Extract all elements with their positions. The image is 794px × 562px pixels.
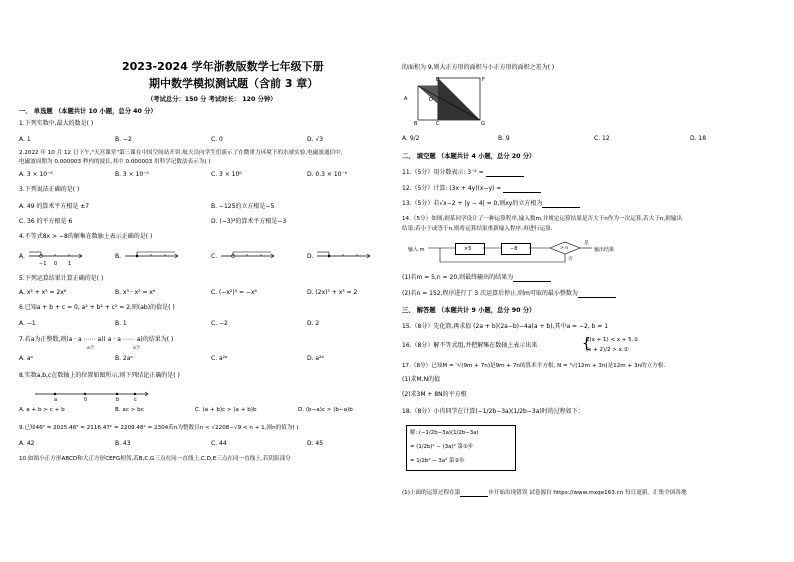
fig-label-b: B (414, 121, 418, 127)
q4-option-d: D. (307, 253, 314, 260)
q7-option-d: D. a²ᵃ (307, 355, 324, 362)
q18-part1-blank[interactable] (460, 490, 488, 497)
fig-label-g: G (481, 121, 485, 127)
section2-heading: 二、 填空题 （本题共计 4 小题，总分 20 分） (402, 153, 536, 160)
q14-part2: (2)若n = 152,程序进行了 3 次运算后停止,则m可取的最小整数为 (402, 290, 616, 298)
fig-label-d: D (429, 97, 433, 103)
fig-label-e: E (436, 77, 440, 83)
q18-work-line1: 解: (−1/2b−3a)(1/2b−3a) (410, 430, 479, 436)
q3-option-d: D. (−3)²的算术平方根是−3 (211, 218, 287, 225)
q7-option-c: C. a²ᵃ (211, 355, 228, 362)
q16-inequality2: (x + 2)/2 > x.② (586, 347, 629, 353)
q12-stem: 12.（5分）计算: (3x + 4y)(x−y) = (402, 185, 541, 193)
q13-answer-blank[interactable] (542, 201, 580, 208)
q9-option-d: D. 45 (307, 440, 324, 447)
q9-option-b: B. 43 (115, 440, 131, 447)
q2-option-d: D. 0.3 × 10⁻⁶ (307, 171, 348, 178)
q16-brace: { (582, 336, 591, 352)
q17-part1: (1)求M,N的值 (402, 376, 441, 383)
q3-option-c: C. 36 的平方根是 6 (19, 218, 73, 225)
q17-part2: (2)求3M + 8N的平方根 (402, 391, 467, 398)
q6-option-b: B. 1 (115, 320, 127, 327)
q1-option-d: D. √3 (307, 136, 324, 143)
q17-stem: 17.（8分）已知M = ⁿ√(9m + 7n)是9m + 7n的算术平方根, N = ³√(12m + 3n)是12m + 3n的立方根. (402, 363, 666, 369)
fig-label-a: A (404, 96, 408, 102)
q8-stem: 8.实数a,b,c在数轴上的位置如图所示,则下列结论正确的是( ) (19, 372, 180, 379)
q4-number-line-d (317, 248, 377, 268)
fig-label-f: F (482, 77, 485, 83)
q7-stem: 7.若a为正整数,则(a · a ⋯⋯ a)( a · a ⋯⋯ a)的结果为( ) (19, 336, 174, 343)
q7-underbrace1: a个 (87, 346, 95, 351)
q4-tick-1: 1 (68, 261, 72, 267)
q3-option-b: B. −125的立方根是−5 (211, 203, 275, 210)
flow-output: 输出结果 (594, 247, 615, 253)
q9-option-a: A. 42 (19, 440, 35, 447)
q2-option-c: C. 3 × 10⁶ (211, 171, 242, 178)
flow-times5-label: ×5 (464, 246, 472, 252)
q6-option-c: C. −2 (211, 320, 228, 327)
q8-label-c: c (134, 397, 137, 403)
q9-stem: 9.已知46² = 2025.46² = 2116.47² = 2209.48² = 2304若n为整数且n < √2208−√9 < n + 1,则n的值为( ) (19, 425, 299, 431)
q14-part2-blank[interactable] (578, 291, 616, 298)
q16-inequality1: 2(x + 1) < x + 5.① (586, 337, 639, 343)
q5-stem: 5.下列运算结果计算正确的是( ) (19, 275, 104, 282)
fig-label-c: C (436, 121, 440, 127)
q14-stem-line2: 结果;若小于或等于n,则将运算结果重新输入程序,再进行运算. (402, 226, 553, 232)
q10-option-a: A. 9/2 (402, 135, 420, 142)
q14-part1: (1)若m = 5,n = 20,则最终输出的结果为 (402, 274, 551, 282)
q4-stem: 4.不等式8x > −8的解集在数轴上表示正确的是( ) (19, 233, 153, 240)
q10-stem: 10.如图小正方形ABCD和大正方形CEFG相邻,若B,C,G三点在同一直线上,C,D,E三点在同一直线上,若阴影部分 (19, 456, 291, 462)
q4-option-b: B. (115, 253, 122, 260)
q1-option-b: B. −2 (115, 136, 132, 143)
q18-work-line2: = (1/2b)² − (3a)² 第①步 (410, 444, 474, 450)
q5-option-b: B. x³ · x² = x⁶ (115, 289, 156, 296)
q14-stem-line1: 14.（5分）如图,则某同学设计了一种运算程序,输入数m,并规定运算结果是否大于n作为一次运算,若大于n,则输出 (402, 216, 683, 222)
q7-underbrace2: a个 (133, 346, 141, 351)
q4-number-line-b (125, 248, 185, 268)
q18-part1: (1)上面的运算过程在第 步开始出现错误 试卷源自 https://www.mxqe163.cn 每日更新。汇集全国各地 (402, 490, 687, 496)
q6-stem: 6.已知a + b + c = 0, a² + b² + c² = 2,则(ab)的值是( ) (19, 304, 175, 311)
flow-no: 否 (568, 257, 573, 262)
q9-option-c: C. 44 (211, 440, 227, 447)
q2-stem-line2: 电磁波周期为 0.000003 秒内的波长,其中 0.000003 用科学记数法表示为( ) (19, 159, 211, 165)
q5-option-c: C. (−x²)³ = −x⁶ (211, 289, 257, 296)
q6-option-d: D. 2 (307, 320, 320, 327)
q11-stem: 11.（5分）用分数表示: 3⁻² = (402, 169, 524, 177)
q8-option-c: C. (a + b)c > (a + b)b (195, 407, 257, 413)
q4-tick-0: 0 (54, 261, 58, 267)
q13-stem: 13.（5分）若√x−2 + |y − 4| = 0,则xy的立方根为 (402, 200, 580, 208)
q10-option-d: D. 18 (690, 135, 707, 142)
q1-option-c: C. 0 (211, 136, 223, 143)
q8-option-b: B. ac > bc (115, 407, 144, 413)
q4-number-line-c (221, 248, 281, 268)
exam-info: （考试总分：150 分 考试时长： 120 分钟） (147, 96, 277, 103)
q7-option-b: B. 2aᵃ (115, 355, 133, 362)
q4-number-line-a (29, 248, 89, 268)
flow-condition: > n (560, 246, 569, 251)
q10-option-b: B. 9 (498, 135, 510, 142)
q8-number-line (35, 388, 155, 404)
q15-stem: 15.（8分）先化简,再求值 (2a + b)(2a−b)−4a(a + b),其中a = −2, b = 1 (402, 323, 609, 330)
q8-label-b: b (116, 397, 120, 403)
q18-stem: 18.（8分）小冉同学在计算(−1/2b−3a)(1/2b−3a)时的过程如下： (402, 408, 584, 415)
q8-label-0: 0 (84, 397, 88, 403)
q2-option-a: A. 3 × 10⁻⁶ (19, 171, 53, 178)
q5-option-a: A. x² + x³ = 2x⁶ (19, 289, 67, 296)
q8-label-a: a (54, 397, 58, 403)
flow-yes: 是 (584, 241, 589, 246)
q7-option-a: A. aᵃ (19, 355, 33, 362)
flow-minus8-label: −8 (510, 246, 518, 252)
q16-stem: 16.（8分）解不等式组,并把解集在数轴上表示出来 (402, 342, 538, 349)
q3-option-a: A. 49 的算术平方根是 ±7 (19, 203, 90, 210)
q1-stem: 1.下列实数中,最大的数是( ) (19, 120, 94, 127)
q2-option-b: B. 3 × 10⁻⁵ (115, 171, 149, 178)
section3-heading: 三、 解答题 （本题共计 9 小题，总分 90 分） (402, 307, 536, 314)
flow-input: 输入 m (408, 247, 425, 253)
section1-heading: 一、 单选题 （本题共计 10 小题，总分 40 分） (19, 108, 157, 115)
q3-stem: 3.下列说法正确的是( ) (19, 186, 80, 193)
q4-option-a: A. (19, 253, 25, 260)
q14-part1-blank[interactable] (513, 275, 551, 282)
q6-option-a: A. −1 (19, 320, 36, 327)
title-line1: 2023-2024 学年浙教版数学七年级下册 (122, 60, 324, 73)
title-line2: 期中数学模拟测试题（含前 3 章） (149, 77, 319, 90)
q4-option-c: C. (211, 253, 218, 260)
q8-option-d: D. (b−a)c > (b−a)b (298, 407, 353, 413)
q18-work-line3: = 1/2b² − 3a² 第②步 (410, 458, 465, 464)
q10-square-figure (410, 74, 490, 126)
q11-answer-blank[interactable] (486, 170, 524, 177)
q5-option-d: D. (2x)³ + x³ = 2 (307, 289, 358, 296)
q2-stem-line1: 2.2022 年 10 月 12 日下午,"天宫课堂"第三课在中国空间站开讲.航天员向学生们演示了在微重力环境下的水球实验,电磁波通信中, (19, 150, 343, 156)
q8-option-a: A. a + b > c + b (19, 407, 65, 413)
q12-answer-blank[interactable] (503, 186, 541, 193)
q4-tick-neg1: −1 (39, 261, 47, 267)
q10-option-c: C. 12 (594, 135, 610, 142)
q1-option-a: A. 1 (19, 136, 31, 143)
q10-stem-continued: 的面积为 9,则大正方形的面积与小正方形的面积之差为( ) (402, 64, 555, 71)
